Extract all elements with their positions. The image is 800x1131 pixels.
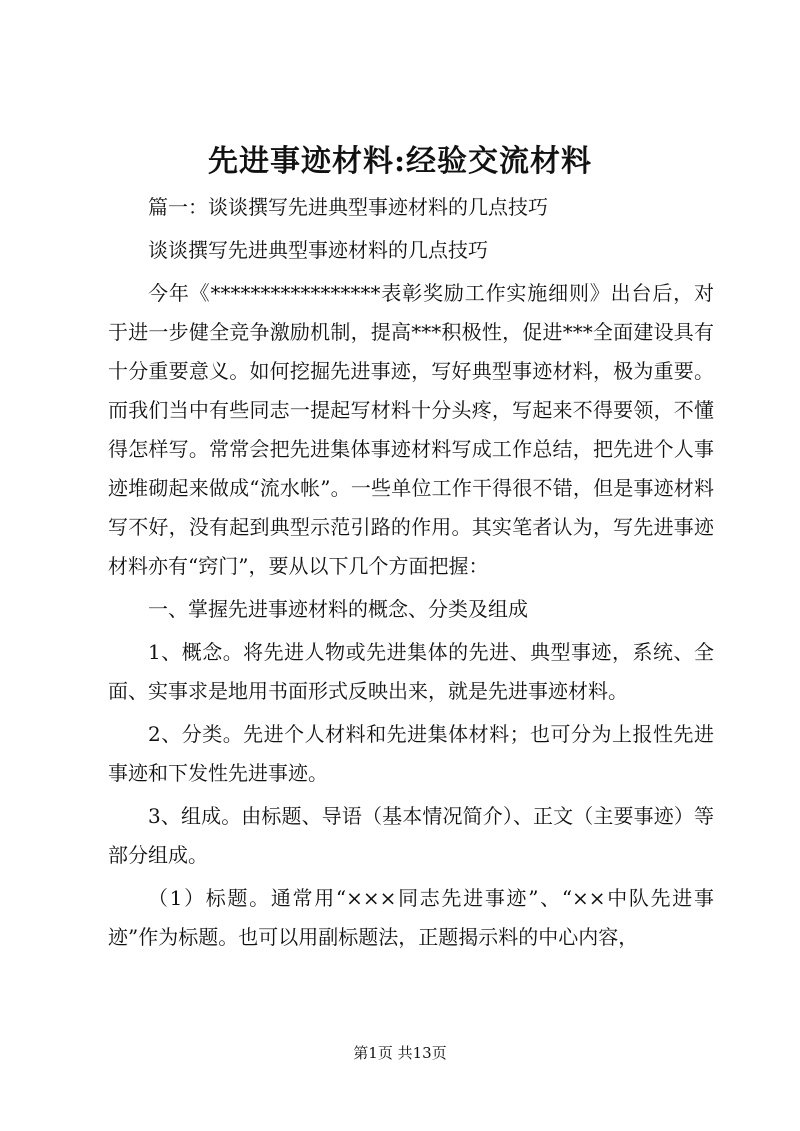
paragraph-article-title: 谈谈撰写先进典型事迹材料的几点技巧 [148,238,488,262]
paragraph-classification: 2、分类。先进个人材料和先进集体材料；也可分为上报性先进事迹和下发性先进事迹。 [108,722,714,785]
document-title: 先进事迹材料:经验交流材料 [207,144,593,179]
paragraph-composition: 3、组成。由标题、导语（基本情况简介）、正文（主要事迹）等部分组成。 [108,804,714,867]
paragraph-title-usage: （1）标题。通常用“×××同志先进事迹”、“××中队先进事迹”作为标题。也可以用副标题法，正题揭示料的中心内容， [108,886,714,949]
paragraph-concept: 1、概念。将先进人物或先进集体的先进、典型事迹，系统、全面、实事求是地用书面形式反映出来，就是先进事迹材料。 [108,640,714,703]
paragraph-section-heading: 篇一：谈谈撰写先进典型事迹材料的几点技巧 [148,195,548,219]
document-body [108,188,714,961]
page-footer: 第1页 共13页 [353,1044,447,1062]
paragraph-heading-one: 一、掌握先进事迹材料的概念、分类及组成 [148,597,528,621]
paragraph-intro: 今年《*****************表彰奖励工作实施细则》出台后，对于进一步健全竞争激励机制，提高***积极性，促进***全面建设具有十分重要意义。如何挖掘先进事迹，写好典型事迹材料，极为重要。而我们当中有些同志一提起写材料十分头疼，写起来不得要领，不懂得怎样写。常常会把先进集体事迹材料写成工作总结，把先进个人事迹堆砌起来做成“流水帐”。一些单位工作干得很不错，但是事迹材料写不好，没有起到典型示范引路的作用。其实笔者认为，写先进事迹材料亦有“窍门”，要从以下几个方面把握： [108,281,714,578]
